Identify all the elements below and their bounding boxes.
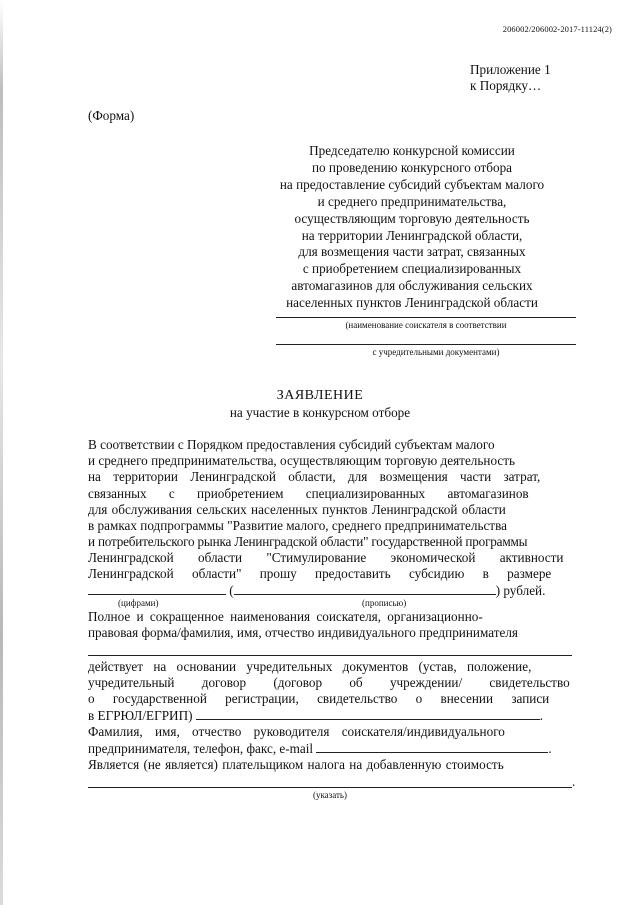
body-line [88, 550, 576, 566]
body-text: в ЕГРЮЛ/ЕГРИП) [88, 708, 193, 723]
body-text: правовая форма/фамилия, имя, отчество индивидуального предпринимателя [88, 625, 518, 640]
amount-digits-caption: (цифрами) [118, 598, 159, 608]
applicant-name-field-line-2[interactable] [276, 344, 576, 345]
body-line [88, 724, 576, 740]
body-text: и потребительского рынка Ленинградской области" государственной программы [88, 534, 528, 549]
addressee-line: по проведению конкурсного отбора [311, 159, 513, 175]
body-text: Ленинградской области "Стимулирование экономической активности [88, 550, 564, 565]
body-line [88, 609, 576, 625]
body-line [88, 740, 576, 757]
body-text: Фамилия, имя, отчество руководителя соискателя/индивидуального [88, 724, 505, 739]
body-line [88, 757, 576, 773]
body-text: учредительный договор (договор об учреждении/ свидетельство [88, 675, 570, 690]
document-title: ЗАЯВЛЕНИЕ [276, 388, 364, 403]
body-text: Полное и сокращенное наименования соискателя, организационно- [88, 609, 483, 624]
body-line [88, 659, 576, 675]
addressee-line: с приобретением специализированных [302, 261, 522, 277]
body-line [88, 518, 576, 534]
amount-digits-field[interactable] [88, 582, 226, 595]
period: . [572, 774, 576, 789]
body-line [88, 707, 576, 724]
applicant-name-caption-2: с учредительными документами) [372, 347, 500, 357]
applicant-full-name-field[interactable] [88, 655, 572, 656]
addressee-line: на предоставление субсидий субъектам малого [279, 176, 545, 192]
appendix-reference [470, 62, 551, 94]
vat-status-field[interactable] [88, 787, 572, 788]
addressee-line: населенных пунктов Ленинградской области [286, 295, 538, 311]
registry-field[interactable] [196, 707, 540, 720]
body-line [88, 534, 576, 550]
amount-words-field[interactable] [234, 582, 496, 595]
body-text: связанных с приобретением специализированных автомагазинов [88, 486, 529, 501]
body-line [88, 486, 576, 502]
amount-close-text: ) рублей. [495, 583, 546, 598]
body-line [88, 675, 576, 691]
body-text: и среднего предпринимательства, осуществляющим торговую деятельность [88, 453, 516, 468]
addressee-line: автомагазинов для обслуживания сельских [291, 278, 533, 294]
appendix-line-2: к Порядку… [470, 78, 542, 93]
scan-edge [0, 0, 3, 905]
contact-field[interactable] [316, 740, 548, 753]
body-text: о государственной регистрации, свидетельство о внесении записи [88, 691, 550, 706]
addressee-line: Председателю конкурсной комиссии [309, 143, 515, 158]
document-subtitle: на участие в конкурсном отборе [229, 405, 411, 420]
addressee-block [262, 143, 562, 312]
specify-caption: (указать) [312, 790, 348, 800]
body-line [88, 625, 576, 641]
body-text: Является (не является) плательщиком налога на добавленную стоимость [88, 757, 504, 772]
document-id: 206002/206002-2017-11124(2) [502, 24, 612, 34]
applicant-name-field-line-1[interactable] [276, 317, 576, 318]
amount-open-paren: ( [229, 583, 234, 598]
period: . [539, 708, 544, 723]
addressee-line: и среднего предпринимательства, [317, 193, 507, 209]
body-line [88, 691, 576, 707]
addressee-line: для возмещения части затрат, связанных [298, 244, 526, 260]
addressee-line: на территории Ленинградской области, [301, 227, 523, 243]
body-line [88, 453, 576, 469]
period: . [548, 741, 552, 756]
addressee-line: осуществляющим торговую деятельность [294, 210, 530, 226]
body-text: В соответствии с Порядком предоставления субсидий субъектам малого [88, 437, 495, 452]
form-label: (Форма) [88, 108, 135, 123]
body-text: действует на основании учредительных документов (устав, положение, [88, 659, 532, 674]
body-text: в рамках подпрограммы "Развитие малого, среднего предпринимательства [88, 518, 507, 533]
appendix-line-1: Приложение 1 [470, 62, 551, 77]
body-text: предпринимателя, телефон, факс, e-mail [88, 741, 314, 756]
body-line [88, 502, 576, 518]
body-line [88, 437, 576, 453]
body-line [88, 566, 576, 582]
body-text: на территории Ленинградской области, для возмещения части затрат, [88, 469, 541, 484]
amount-line [88, 582, 576, 599]
body-line [88, 469, 576, 485]
body-text: для обслуживания сельских населенных пунктов Ленинградской области [88, 502, 506, 517]
applicant-name-caption-1: (наименование соискателя в соответствии [345, 320, 507, 330]
body-text: Ленинградской области" прошу предоставить субсидию в размере [88, 566, 552, 581]
amount-words-caption: (прописью) [362, 598, 407, 608]
